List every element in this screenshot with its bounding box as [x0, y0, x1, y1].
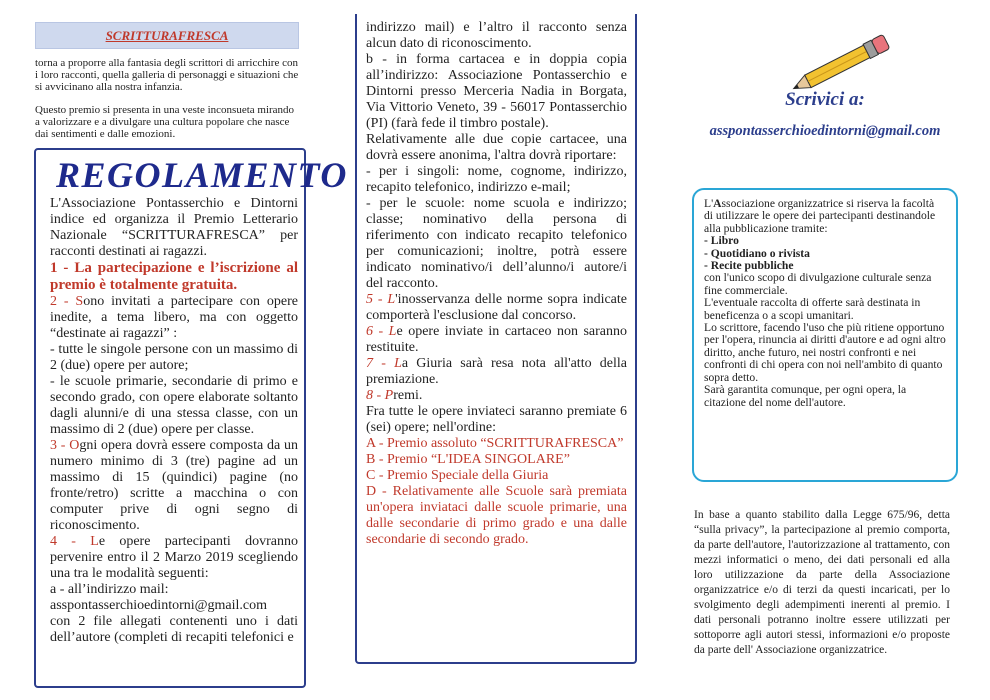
regulation-continued-box [355, 14, 637, 664]
article-6-text: e opere inviate in cartaceo non saranno restituite. [366, 324, 628, 355]
publication-item-recitals: - Recite pubbliche [704, 259, 794, 273]
article-2 [50, 294, 298, 342]
middle-paragraph-1: indirizzo mail) e l’altro il racconto senza alcun dato di riconoscimento. [366, 20, 627, 51]
prize-c: C - Premio Speciale della Giuria [366, 468, 549, 483]
publication-item-newspaper: - Quotidiano o rivista [704, 246, 810, 260]
article-4-continued: con 2 file allegati contenenti uno i dati dell’autore (completi di recapiti telefonici e [50, 614, 298, 645]
privacy-notice: In base a quanto stabilito dalla Legge 675/96, detta “sulla privacy”, la partecipazione al premio comporta, da parte dell'autore, l'autorizzazione al trattamento, con mezzi informatici o meno, dei dati personali ed alla loro utilizzazione da parte della Associazione organizzatrice e/o di terzi da questi incaricati, per lo svolgimento degli adempimenti inerenti al premio. I dati personali potranno inoltre essere utilizzati per sottoporre agli autori stessi, informazioni e/o proposte da parte dell' Associazione organizzatrice. [694, 509, 950, 656]
article-7-text: a Giuria sarà resa nota all'atto della premiazione. [366, 356, 628, 387]
middle-paragraph-2: b - in forma cartacea e in doppia copia all’indirizzo: Associazione Pontasserchio e Dintorni presso Merceria Nadia in Borgata, Via Vittorio Veneto, 39 - 56017 Pontasserchio (PI) (farà fede il timbro postale). [366, 52, 627, 131]
prize-d: D - Relativamente alle Scuole sarà premiata un'opera inviataci dalle scuole primarie, una dalle secondarie di primo grado e una dalle secondarie di secondo grado. [366, 484, 627, 547]
article-6 [366, 324, 627, 356]
article-4 [50, 534, 298, 582]
article-6-number: 6 - L [366, 324, 397, 339]
article-2-number: 2 - S [50, 294, 84, 309]
rights-intro [704, 198, 946, 235]
rights-paragraph-4: Lo scrittore, facendo l'uso che più ritiene opportuno per l'opera, rinuncia ai diritti d'autore e ad ogni altro diritto, anche futuro, nei nostri confronti e nei confronti di chi opera con noi nell'ambito di quanto sopra detto. [704, 321, 946, 384]
article-4-email: asspontasserchioedintorni@gmail.com [50, 598, 268, 613]
rights-paragraph-5: Sarà garantita comunque, per ogni opera, la citazione del nome dell'autore. [704, 383, 907, 409]
banner-title: SCRITTURAFRESCA [105, 28, 229, 43]
article-4-item-a: a - all’indirizzo mail: [50, 582, 169, 597]
prizes-intro: Fra tutte le opere inviateci saranno premiate 6 (sei) opere; nell'ordine: [366, 404, 627, 435]
article-4-text: e opere partecipanti dovranno pervenire entro il 2 Marzo 2019 scegliendo una tra le modalità seguenti: [50, 534, 298, 581]
regulation-box [34, 148, 348, 688]
article-8-text: remi. [393, 388, 423, 403]
article-8-number: 8 - P [366, 388, 394, 403]
article-8 [366, 388, 627, 404]
article-3 [50, 438, 298, 534]
middle-paragraph-5: - per le scuole: nome scuola e indirizzo; classe; nominativo della persona di riferimento con indicato recapito telefonico per comunicazioni; inoltre, potrà essere indicato nominativo/i dell’alunno/i autore/i del racconto. [366, 196, 627, 291]
middle-paragraph-4: - per i singoli: nome, cognome, indirizzo, recapito telefonico, indirizzo e-mail; [366, 164, 627, 195]
article-3-number: 3 - O [50, 438, 80, 453]
article-5 [366, 292, 627, 324]
article-3-text: gni opera dovrà essere composta da un numero minimo di 3 (tre) pagine ad un massimo di 15 (quindici) pagine (no fronte/retro) scritte a macchina o con computer prive di ogni segno di riconoscimento. [50, 438, 298, 533]
intro-paragraph-1: torna a proporre alla fantasia degli scrittori di arricchire con i loro racconti, quella galleria di personaggi e situazioni che si avvicinano alla nostra infanzia. [35, 57, 299, 93]
rights-paragraph-2: con l'unico scopo di divulgazione culturale senza fine commerciale. [704, 271, 932, 297]
article-7-number: 7 - L [366, 356, 402, 371]
rights-intro-text: ssociazione organizzatrice si riserva la facoltà di utilizzare le opere dei partecipanti destinandole alla pubblicazione tramite: [704, 197, 936, 235]
article-7 [366, 356, 627, 388]
association-paragraph: L'Associazione Pontasserchio e Dintorni indice ed organizza il Premio Letterario Nazionale “SCRITTURAFRESCA” per racconti destinati ai ragazzi. [50, 196, 298, 259]
rights-box [692, 188, 958, 482]
article-4-number: 4 - L [50, 534, 99, 549]
prize-b: B - Premio “L'IDEA SINGOLARE” [366, 452, 570, 467]
article-5-number: 5 - L [366, 292, 396, 307]
intro-text [35, 57, 300, 151]
article-2-item-b: - le scuole primarie, secondarie di primo e secondo grado, con opere elaborate soltanto dagli alunni/e di una stessa classe, con un massimo di 2 (due) opere per classe. [50, 374, 298, 437]
scritturafresca-banner [35, 22, 299, 49]
write-to-us-heading: Scrivici a: [785, 89, 865, 110]
middle-paragraph-3: Relativamente alle due copie cartacee, una dovrà essere anonima, l'altra dovrà riportare: [366, 132, 627, 163]
publication-item-book: - Libro [704, 234, 739, 248]
rights-paragraph-3: L'eventuale raccolta di offerte sarà destinata in beneficenza o a scopi umanitari. [704, 296, 921, 322]
prize-a: A - Premio assoluto “SCRITTURAFRESCA” [366, 436, 624, 451]
intro-paragraph-2: Questo premio si presenta in una veste inconsueta mirando a valorizzare e a divulgare una cultura popolare che nasce dai sentimenti e dalle emozioni. [35, 104, 295, 140]
article-2-item-a: - tutte le singole persone con un massimo di 2 (due) opere per autore; [50, 342, 298, 373]
article-2-text: ono invitati a partecipare con opere inedite, a tema libero, ma con oggetto “destinate ai ragazzi” : [50, 294, 298, 341]
article-1: 1 - La partecipazione e l’iscrizione al premio è totalmente gratuita. [50, 260, 298, 293]
article-5-text: 'inosservanza delle norme sopra indicate comporterà l'esclusione dal concorso. [366, 292, 627, 323]
contact-email[interactable]: asspontasserchioedintorni@gmail.com [709, 123, 941, 139]
rights-intro-prefix: L' [704, 197, 714, 210]
regolamento-title: REGOLAMENTO [56, 155, 348, 195]
rights-intro-bold-letter: A [713, 197, 722, 210]
